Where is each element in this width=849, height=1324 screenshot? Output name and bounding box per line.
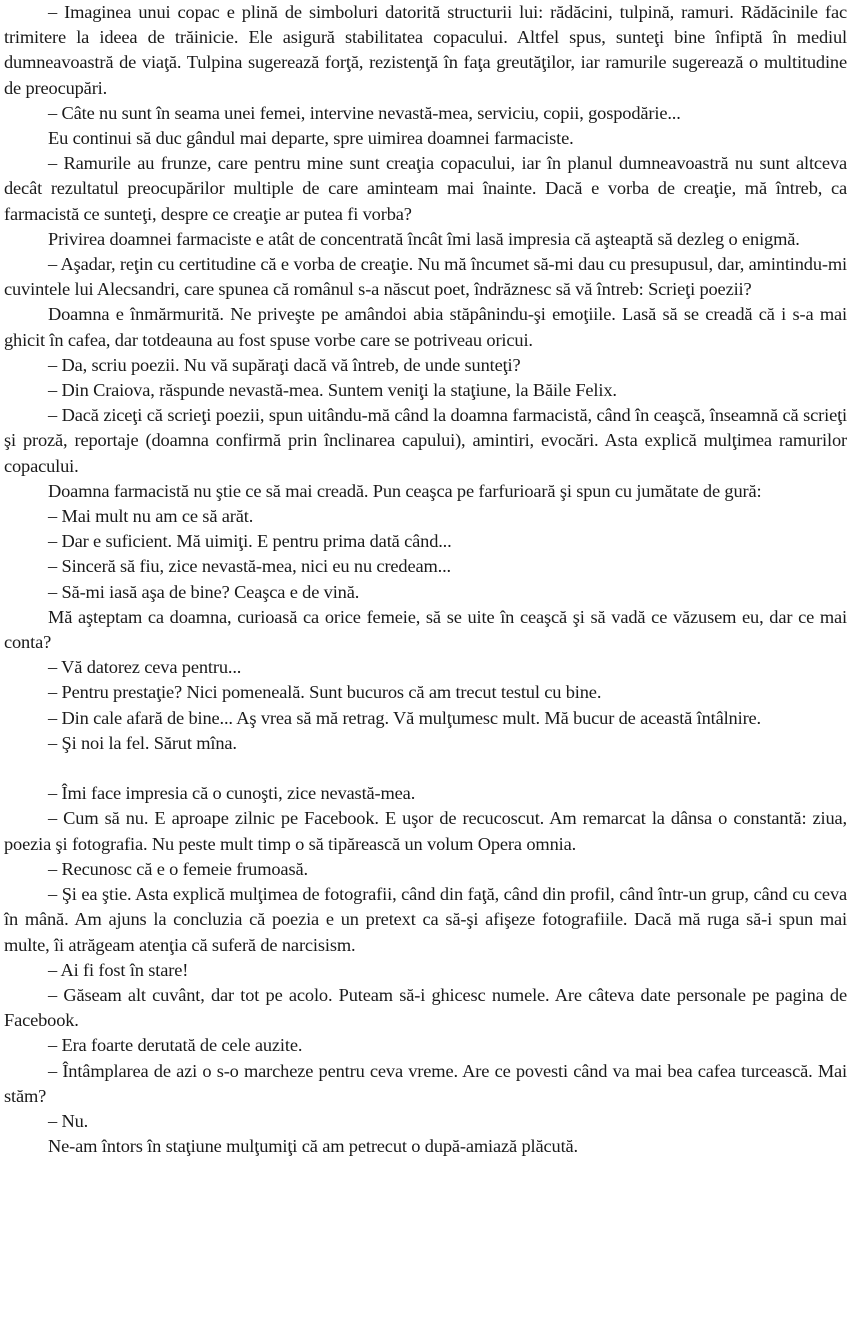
paragraph: – Din cale afară de bine... Aş vrea să mă retrag. Vă mulţumesc mult. Mă bucur de această întâlnire. [48, 707, 761, 728]
paragraph: – Mai mult nu am ce să arăt. [48, 506, 254, 527]
paragraph: – Era foarte derutată de cele auzite. [48, 1035, 303, 1056]
paragraph: – Nu. [48, 1110, 89, 1131]
paragraph: Doamna e înmărmurită. Ne priveşte pe amândoi abia stăpânindu-şi emoţiile. Lasă să se creadă că i s-a mai ghicit în cafea, dar totdeauna au fost spuse vorbe care se potriveau oricui. [4, 304, 847, 350]
paragraph: – Câte nu sunt în seama unei femei, intervine nevastă-mea, serviciu, copii, gospodărie... [48, 102, 681, 123]
blank-line [4, 756, 847, 781]
paragraph: – Ramurile au frunze, care pentru mine sunt creaţia copacului, iar în planul dumneavoastră nu sunt altceva decât rezultatul preocupărilor multiple de care aminteam mai înainte. Dacă e vorba de creaţie, mă întreb, ca farmacistă ce sunteţi, despre ce creaţie ar putea fi vorba? [4, 153, 847, 224]
paragraph: – Vă datorez ceva pentru... [48, 657, 242, 678]
paragraph: – Dacă ziceţi că scrieţi poezii, spun uitându-mă când la doamna farmacistă, când în ceaşcă, înseamnă că scrieţi şi proză, reportaje (doamna confirmă prin înclinarea capului), amintiri, evocări. Asta explică mulţimea ramurilor copacului. [4, 405, 847, 476]
paragraph: – Îmi face impresia că o cunoşti, zice nevastă-mea. [48, 783, 416, 804]
paragraph: – Dar e suficient. Mă uimiţi. E pentru prima dată când... [48, 531, 452, 552]
paragraph: – Aşadar, reţin cu certitudine că e vorba de creaţie. Nu mă încumet să-mi dau cu presupusul, dar, amintindu-mi cuvintele lui Alecsandri, care spunea că românul s-a născut poet, îndrăznesc să vă întreb: Scrieţi poezii? [4, 254, 847, 300]
paragraph: Doamna farmacistă nu ştie ce să mai creadă. Pun ceaşca pe farfurioară şi spun cu jumătate de gură: [48, 480, 762, 501]
paragraph: – Şi noi la fel. Sărut mîna. [48, 732, 237, 753]
paragraph: – Imaginea unui copac e plină de simboluri datorită structurii lui: rădăcini, tulpină, ramuri. Rădăcinile fac trimitere la ideea de trăinicie. Ele asigură stabilitatea copacului. Altfel spus, sunteţi bine înfiptă în mediul dumneavoastră de viaţă. Tulpina sugerează forţă, rezistenţă în faţa greutăţilor, iar ramurile sugerează o multitudine de preocupări. [4, 2, 847, 98]
paragraph: – Din Craiova, răspunde nevastă-mea. Suntem veniţi la staţiune, la Băile Felix. [48, 380, 617, 401]
paragraph: – Să-mi iasă aşa de bine? Ceaşca e de vină. [48, 581, 360, 602]
paragraph: Privirea doamnei farmaciste e atât de concentrată încât îmi lasă impresia că aşteaptă să dezleg o enigmă. [48, 228, 800, 249]
paragraph: Ne-am întors în staţiune mulţumiţi că am petrecut o după-amiază plăcută. [48, 1136, 579, 1157]
paragraph: – Recunosc că e o femeie frumoasă. [48, 858, 308, 879]
paragraph: Mă aşteptam ca doamna, curioasă ca orice femeie, să se uite în ceaşcă şi să vadă ce văzusem eu, dar ce mai conta? [4, 606, 847, 653]
paragraph: – Găseam alt cuvânt, dar tot pe acolo. Puteam să-i ghicesc numele. Are câteva date personale pe pagina de Facebook. [4, 984, 847, 1031]
paragraph: – Da, scriu poezii. Nu vă supăraţi dacă vă întreb, de unde sunteţi? [48, 354, 521, 375]
paragraph: – Sinceră să fiu, zice nevastă-mea, nici eu nu credeam... [48, 556, 452, 577]
paragraph: – Întâmplarea de azi o s-o marcheze pentru ceva vreme. Are ce povesti când va mai bea cafea turcească. Mai stăm? [4, 1060, 847, 1106]
paragraph: – Cum să nu. E aproape zilnic pe Facebook. E uşor de recucoscut. Am remarcat la dânsa o constantă: ziua, poezia şi fotografia. Nu peste mult timp o să tipărească un volum Opera omnia. [4, 808, 847, 854]
paragraph: – Ai fi fost în stare! [48, 959, 189, 980]
paragraph: Eu continui să duc gândul mai departe, spre uimirea doamnei farmaciste. [48, 128, 574, 149]
paragraph: – Şi ea ştie. Asta explică mulţimea de fotografii, când din faţă, când din profil, când într-un grup, când cu ceva în mână. Am ajuns la concluzia că poezia e un pretext ca să-şi afişeze fotografiile. Dacă mă ruga să-i spun mai multe, îi atrăgeam atenţia că suferă de narcisism. [4, 884, 847, 955]
paragraph: – Pentru prestaţie? Nici pomeneală. Sunt bucuros că am trecut testul cu bine. [48, 682, 602, 703]
